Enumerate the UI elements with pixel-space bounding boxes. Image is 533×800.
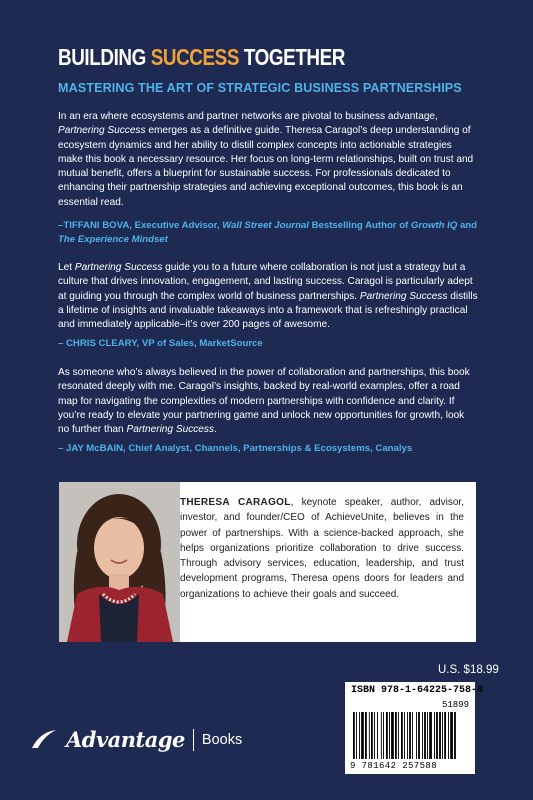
title-part-1: BUILDING	[58, 44, 151, 70]
barcode-bar	[353, 712, 355, 759]
barcode-bar	[454, 712, 456, 759]
barcode-bar	[359, 712, 360, 759]
review-attribution-3: – JAY McBAIN, Chief Analyst, Channels, Partnerships & Ecosystems, Canalys	[58, 443, 413, 454]
barcode-bar	[442, 712, 443, 759]
review-attribution-2: – CHRIS CLEARY, VP of Sales, MarketSource	[58, 338, 263, 349]
review-text-3: As someone who’s always believed in the power of collaboration and partnerships, this book resonated deeply with me. Caragol’s insights, backed by real-world examples, offer a road map for navigating the complexities of modern partnerships with confidence and clarity. If you’re ready to elevate your partnering game and unlock new opportunities for growth, look no further than Partnering Success.	[58, 367, 470, 436]
barcode-bar	[448, 712, 449, 759]
barcode-bar	[424, 712, 426, 759]
retail-price: U.S. $18.99	[438, 664, 499, 676]
barcode-bar	[439, 712, 441, 759]
publisher-logo	[30, 727, 242, 752]
isbn-barcode-block	[345, 682, 484, 774]
publisher-divider	[193, 729, 194, 751]
barcode-bar	[381, 712, 382, 759]
barcode-bar	[389, 712, 390, 759]
barcode-bar	[383, 712, 384, 759]
barcode-bar	[416, 712, 417, 759]
barcode-bar	[407, 712, 408, 759]
barcode-bar	[444, 712, 446, 759]
barcode-bar	[409, 712, 411, 759]
author-portrait-icon	[59, 482, 180, 642]
barcode-number: 9 781642 257588	[350, 761, 438, 771]
publisher-imprint: Books	[201, 731, 243, 748]
back-cover-title	[58, 44, 345, 71]
barcode-bar	[356, 712, 357, 759]
barcode-bar	[361, 712, 364, 759]
barcode-bar	[391, 712, 394, 759]
publisher-swoosh-icon	[30, 728, 58, 752]
author-name: THERESA CARAGOL	[180, 497, 291, 508]
barcode-bar	[434, 712, 435, 759]
title-part-2: TOGETHER	[239, 44, 346, 70]
barcode-bar	[412, 712, 413, 759]
review-text-2: Let Partnering Success guide you to a future where collaboration is not just a strategy but a culture that drives innovation, engagement, and lasting success. Caragol is particularly adept at guiding you through the complex world of business partnerships. Partnering Success distills a lifetime of insights and invaluable takeaways into a framework that is refreshingly practical and immediately applicable–it’s over 200 pages of awesome.	[58, 262, 478, 331]
isbn-text: ISBN 978-1-64225-758-8	[351, 685, 484, 696]
barcode-bar	[365, 712, 367, 759]
barcode-bar	[386, 712, 388, 759]
barcode-bar	[404, 712, 405, 759]
barcode-bar	[374, 712, 375, 759]
barcode-bar	[429, 712, 432, 759]
barcode-bar	[436, 712, 438, 759]
barcode-bar	[398, 712, 399, 759]
author-bio-text: THERESA CARAGOL, keynote speaker, author, advisor, investor, and founder/CEO of AchieveUnite, believes in the power of partnerships. With a science-backed approach, she helps organizations prioritize collaboration to drive success. Through advisory services, education, leadership, and trust development programs, Theresa opens doors for leaders and organizations to achieve their goals and succeed.	[180, 497, 464, 600]
title-accent-word: SUCCESS	[150, 44, 240, 70]
barcode-bar	[401, 712, 403, 759]
barcode-bar	[418, 712, 420, 759]
barcode-bar	[377, 712, 378, 759]
author-photo	[59, 482, 180, 642]
barcode-bar	[371, 712, 373, 759]
price-code: 51899	[441, 700, 469, 710]
review-attribution-1: –TIFFANI BOVA, Executive Advisor, Wall Street Journal Bestselling Author of Growth IQ and The Experience Mindset	[58, 220, 478, 245]
barcode-bar	[395, 712, 397, 759]
barcode-bar	[427, 712, 428, 759]
barcode-bar	[422, 712, 423, 759]
barcode-bar	[450, 712, 453, 759]
author-bio-box	[59, 482, 476, 642]
review-text-1: In an era where ecosystems and partner networks are pivotal to business advantage, Partnering Success emerges as a definitive guide. Theresa Caragol’s deep understanding of ecosystem dynamics and her ability to distill complex concepts into actionable strategies make this book a necessary resource. Her focus on long-term relationships, built on trust and mutual benefit, offers a blueprint for sustainable success. For professionals dedicated to enhancing their partnership strategies and achieving exceptional outcomes, this book is an essential read.	[58, 111, 474, 208]
barcode-bar	[369, 712, 370, 759]
back-cover-subtitle: MASTERING THE ART OF STRATEGIC BUSINESS PARTNERSHIPS	[58, 81, 462, 95]
publisher-name: Advantage	[66, 727, 185, 752]
